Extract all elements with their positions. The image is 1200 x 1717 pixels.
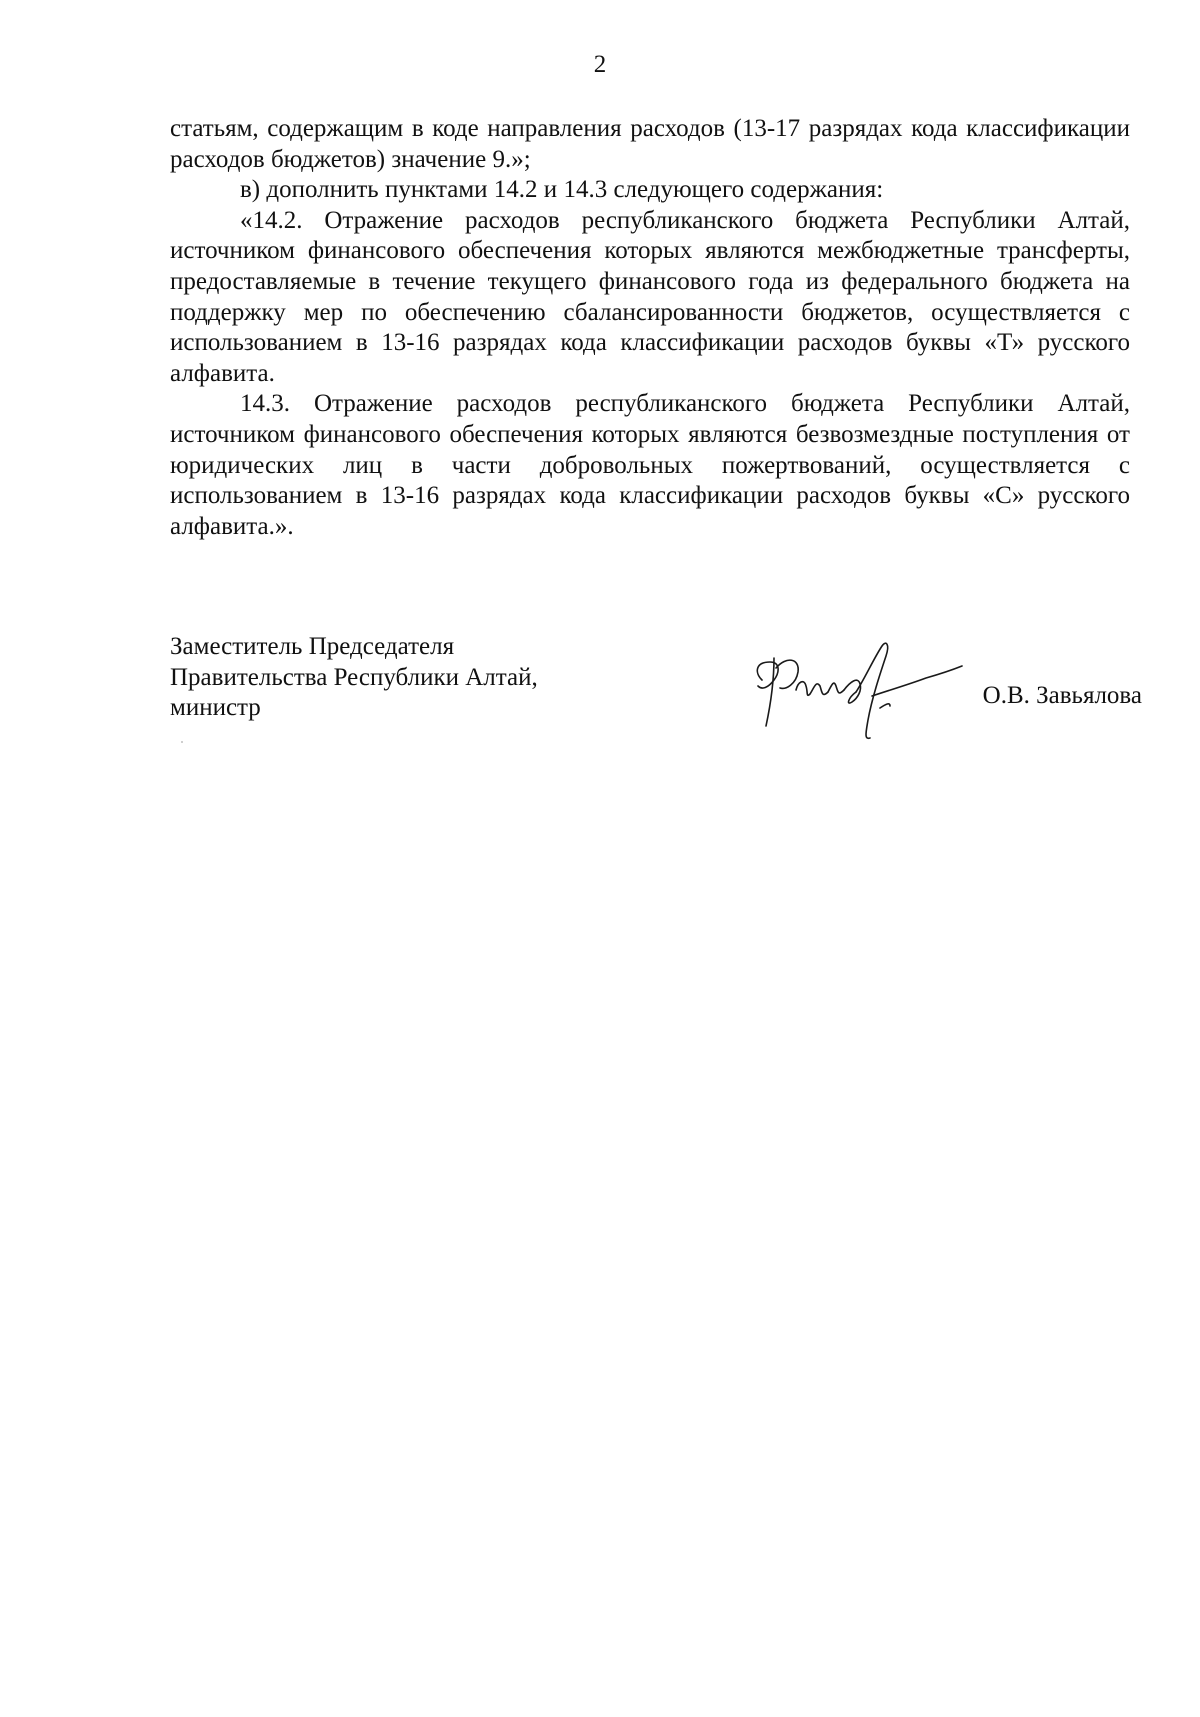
signatory-position xyxy=(170,632,590,724)
handwritten-signature xyxy=(740,628,980,748)
page-number: 2 xyxy=(593,51,607,78)
signatory-position-line: министр xyxy=(170,694,261,722)
scan-speck xyxy=(181,741,183,743)
paragraph-continuation: статьям, содержащим в коде направления расходов (13-17 разрядах кода классификации расходов бюджетов) значение 9.»; xyxy=(170,115,1130,173)
signatory-name: О.В. Завьялова xyxy=(982,682,1142,709)
paragraph-amendment-intro: в) дополнить пунктами 14.2 и 14.3 следующего содержания: xyxy=(240,176,884,204)
paragraph-item-14-3: 14.3. Отражение расходов республиканского бюджета Республики Алтай, источником финансового обеспечения которых являются безвозмездные поступления от юридических лиц в части добровольных пожертвований, осуществляется с использованием в 13-16 разрядах кода классификации расходов буквы «С» русского алфавита.». xyxy=(170,390,1130,540)
paragraph-item-14-2: «14.2. Отражение расходов республиканского бюджета Республики Алтай, источником финансового обеспечения которых являются межбюджетные трансферты, предоставляемые в течение текущего финансового года из федерального бюджета на поддержку мер по обеспечению сбалансированности бюджетов, осуществляется с использованием в 13-16 разрядах кода классификации расходов буквы «Т» русского алфавита. xyxy=(170,206,1130,387)
document-body xyxy=(170,114,1130,542)
signatory-position-line: Заместитель Председателя xyxy=(170,633,455,660)
signatory-position-line: Правительства Республики Алтай, xyxy=(170,663,538,691)
